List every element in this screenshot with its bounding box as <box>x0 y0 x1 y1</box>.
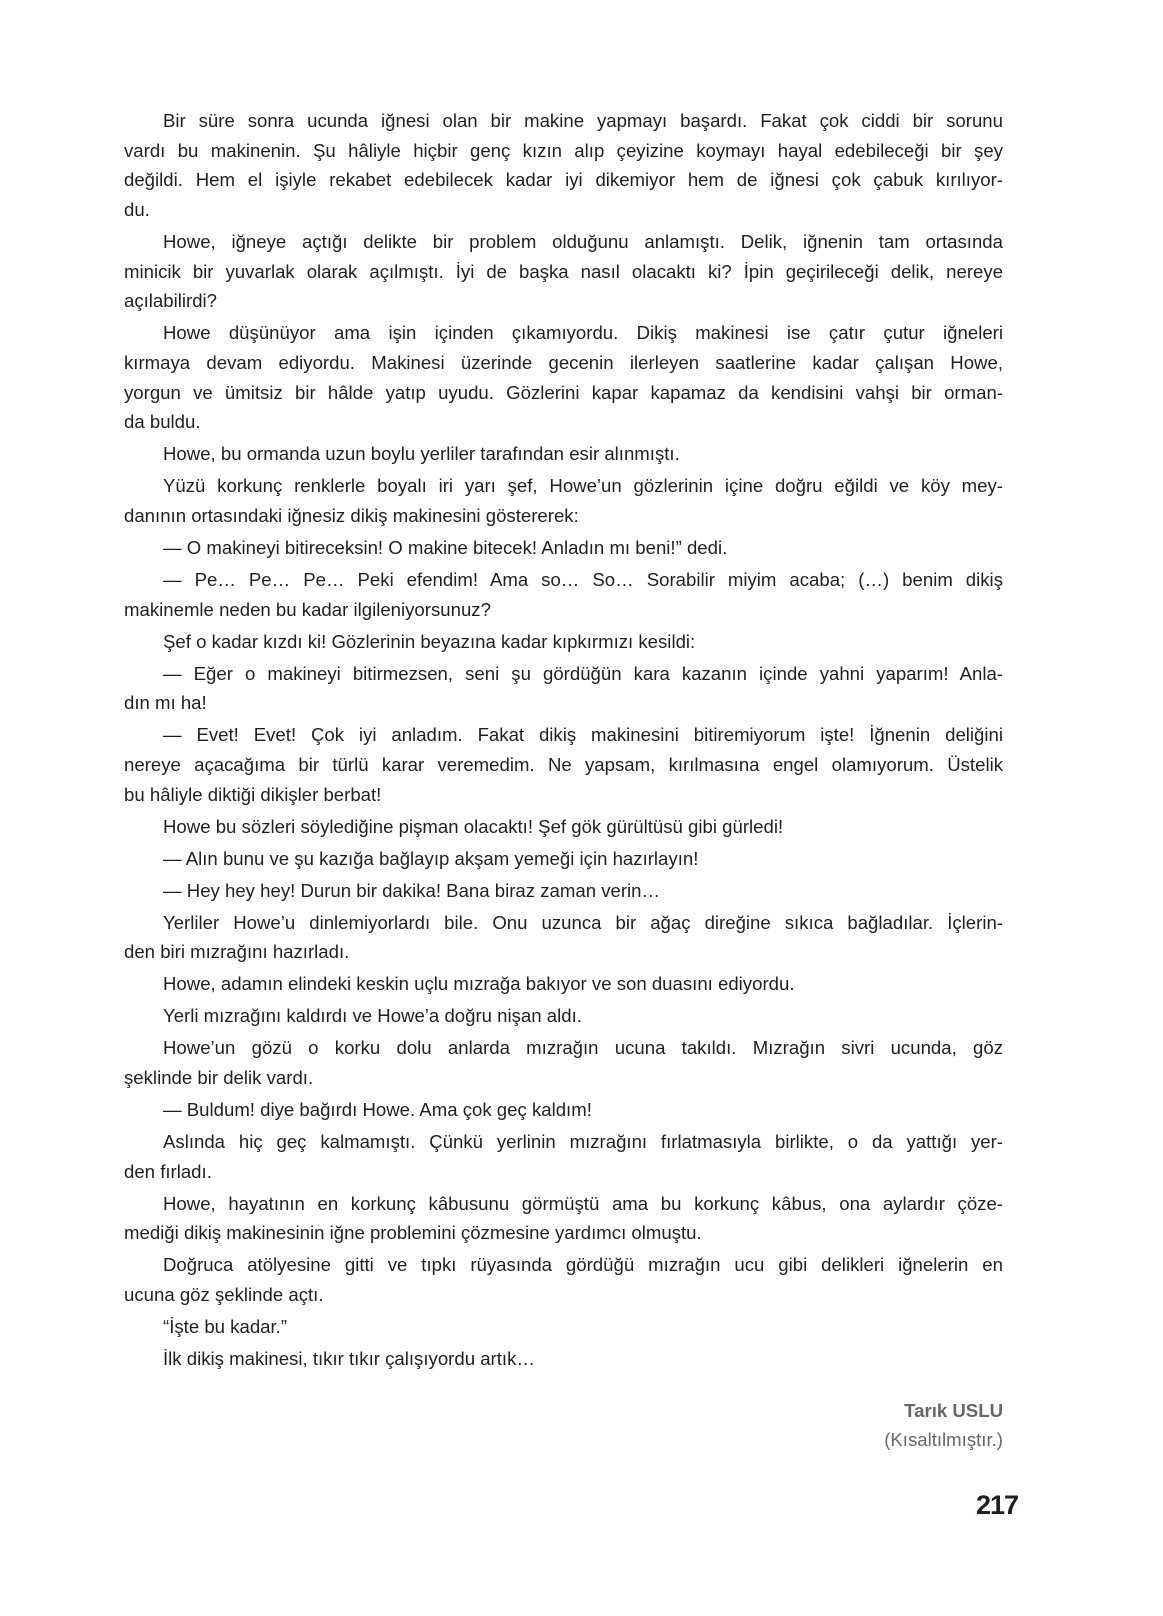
text-line: yorgun ve ümitsiz bir hâlde yatıp uyudu. Gözlerini kapar kapamaz da kendisini vahşi bir orman- <box>124 381 1003 403</box>
text-line: mediği dikiş makinesinin iğne problemini çözmesine yardımcı olmuştu. <box>124 1222 702 1244</box>
text-line: Howe, adamın elindeki keskin uçlu mızrağa bakıyor ve son duasını ediyordu. <box>163 973 795 995</box>
paragraph <box>124 1033 1003 1092</box>
paragraph <box>124 1344 1003 1374</box>
paragraph <box>124 471 1003 530</box>
paragraph <box>124 227 1003 316</box>
text-line: Howe, iğneye açtığı delikte bir problem olduğunu anlamıştı. Delik, iğnenin tam ortasında <box>163 231 1003 253</box>
text-line: Howe’un gözü o korku dolu anlarda mızrağın ucuna takıldı. Mızrağın sivri ucunda, göz <box>163 1037 1003 1059</box>
text-line: makinemle neden bu kadar ilgileniyorsunuz? <box>124 598 491 620</box>
paragraph <box>124 106 1003 225</box>
text-line: Howe, hayatının en korkunç kâbusunu görmüştü ama bu korkunç kâbus, ona aylardır çöze- <box>163 1192 1003 1214</box>
text-line: şeklinde bir delik vardı. <box>124 1067 314 1089</box>
paragraph <box>124 720 1003 809</box>
text-line: Howe bu sözleri söylediğine pişman olacaktı! Şef gök gürültüsü gibi gürledi! <box>163 815 784 837</box>
text-line: — Alın bunu ve şu kazığa bağlayıp akşam yemeği için hazırlayın! <box>163 847 699 869</box>
paragraph <box>124 659 1003 718</box>
paragraph <box>124 1001 1003 1031</box>
paragraph <box>124 627 1003 657</box>
paragraph <box>124 1095 1003 1125</box>
text-line: Aslında hiç geç kalmamıştı. Çünkü yerlinin mızrağını fırlatmasıyla birlikte, o da yattığı yer- <box>163 1131 1003 1153</box>
paragraph <box>124 318 1003 437</box>
author-name: Tarık USLU <box>904 1400 1003 1421</box>
text-line: Bir süre sonra ucunda iğnesi olan bir makine yapmayı başardı. Fakat çok ciddi bir sorunu <box>163 110 1003 131</box>
text-line: “İşte bu kadar.” <box>163 1316 288 1338</box>
paragraph <box>124 969 1003 999</box>
text-line: değildi. Hem el işiyle rekabet edebilecek kadar iyi dikemiyor hem de iğnesi çok çabuk kırılıyor- <box>124 169 1003 191</box>
text-line: — O makineyi bitireceksin! O makine bitecek! Anladın mı beni!” dedi. <box>163 537 728 559</box>
text-line: Howe, bu ormanda uzun boylu yerliler tarafından esir alınmıştı. <box>163 443 680 465</box>
text-line: Yerliler Howe’u dinlemiyorlardı bile. Onu uzunca bir ağaç direğine sıkıca bağladılar. İçlerin- <box>163 911 1003 933</box>
text-line: danının ortasındaki iğnesiz dikiş makinesini göstererek: <box>124 505 579 527</box>
text-line: — Buldum! diye bağırdı Howe. Ama çok geç kaldım! <box>163 1099 592 1121</box>
text-line: Yüzü korkunç renklerle boyalı iri yarı şef, Howe’un gözlerinin içine doğru eğildi ve köy mey- <box>163 475 1003 497</box>
paragraph <box>124 439 1003 469</box>
text-line: Howe düşünüyor ama işin içinden çıkamıyordu. Dikiş makinesi ise çatır çutur iğneleri <box>163 322 1003 344</box>
text-line: ucuna göz şeklinde açtı. <box>124 1284 324 1306</box>
text-line: — Evet! Evet! Çok iyi anladım. Fakat dikiş makinesini bitiremiyorum işte! İğnenin deliğini <box>163 724 1003 746</box>
story-text <box>124 106 1003 1376</box>
text-line: Yerli mızrağını kaldırdı ve Howe’a doğru nişan aldı. <box>163 1005 582 1027</box>
paragraph <box>124 1250 1003 1309</box>
page-number: 217 <box>975 1490 1018 1520</box>
paragraph <box>124 908 1003 967</box>
paragraph <box>124 1312 1003 1342</box>
paragraph <box>124 844 1003 874</box>
text-line: — Eğer o makineyi bitirmezsen, seni şu gördüğün kara kazanın içinde yahni yaparım! Anla- <box>163 662 1003 684</box>
text-line: açılabilirdi? <box>124 290 218 312</box>
text-line: kırmaya devam ediyordu. Makinesi üzerinde gecenin ilerleyen saatlerine kadar çalışan Howe, <box>124 352 1003 374</box>
text-line: — Pe… Pe… Pe… Peki efendim! Ama so… So… Sorabilir miyim acaba; (…) benim dikiş <box>163 569 1003 591</box>
paragraph <box>124 1127 1003 1186</box>
text-line: minicik bir yuvarlak olarak açılmıştı. İyi de başka nasıl olacaktı ki? İpin geçirileceği delik, nereye <box>124 260 1003 282</box>
text-line: bu hâliyle diktiği dikişler berbat! <box>124 783 382 805</box>
paragraph <box>124 876 1003 906</box>
text-line: nereye açacağıma bir türlü karar veremedim. Ne yapsam, kırılmasına engel olamıyorum. Üstelik <box>124 754 1003 776</box>
text-line: Doğruca atölyesine gitti ve tıpkı rüyasında gördüğü mızrağın ucu gibi delikleri iğnelerin en <box>163 1254 1003 1276</box>
text-line: da buldu. <box>124 411 201 433</box>
text-line: den fırladı. <box>124 1160 212 1182</box>
text-line: vardı bu makinenin. Şu hâliyle hiçbir genç kızın alıp çeyizine koymayı hayal edebileceği bir şey <box>124 139 1003 161</box>
paragraph <box>124 533 1003 563</box>
text-line: Şef o kadar kızdı ki! Gözlerinin beyazına kadar kıpkırmızı kesildi: <box>163 630 696 652</box>
paragraph <box>124 812 1003 842</box>
abridged-note: (Kısaltılmıştır.) <box>884 1429 1003 1450</box>
text-line: den biri mızrağını hazırladı. <box>124 941 350 963</box>
text-line: du. <box>124 199 150 221</box>
text-line: dın mı ha! <box>124 692 207 714</box>
text-line: İlk dikiş makinesi, tıkır tıkır çalışıyordu artık… <box>163 1348 535 1370</box>
paragraph <box>124 1189 1003 1248</box>
paragraph <box>124 565 1003 624</box>
text-line: — Hey hey hey! Durun bir dakika! Bana biraz zaman verin… <box>163 879 661 901</box>
